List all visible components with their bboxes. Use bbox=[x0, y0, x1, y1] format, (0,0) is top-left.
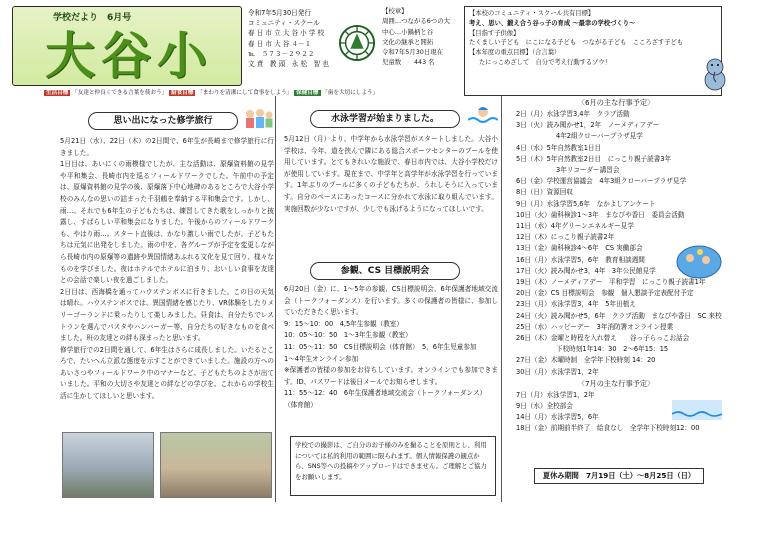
schedule-item: 14日（月）水泳学習5，6年 bbox=[516, 413, 599, 422]
paragraph: 2日目は、西海橋を通ってハウステンボスに行きました。この日の天気は晴れ。ハウステンボスでは、異国情緒を感じたり、VR体験をしたりメリーゴーランドに乗ったりして楽しみました。昼食は、自分たちでレストランを選んでパスタやハンバーガー等、自分たちの好きなものを食べました。班の友達との絆も深まったと思います。 bbox=[60, 287, 274, 343]
paragraph: 5月21日（水）、22日（木）の2日間で、6年生が長崎まで修学旅行に行きました。 bbox=[60, 137, 274, 157]
schedule-item: 9日（月）水泳学習5,6年 なかよしアンケート bbox=[516, 199, 656, 208]
article-title: 思い出になった修学旅行 bbox=[88, 112, 238, 130]
schedule-item: 3年リコーダー講習会 bbox=[556, 166, 620, 175]
schedule-item: 30日（月）水泳学習1，2年 bbox=[516, 367, 599, 376]
schedule-item: 7日（月）水泳学習1，2年 bbox=[516, 390, 595, 399]
schedule-item: 5日（木）5年自然教室2日目 にっこり親子読書3年 bbox=[516, 154, 672, 163]
schedule-item: 4日（水）5年自然教室1日目 bbox=[516, 143, 602, 152]
july-schedule-title: 〈7月の主な行事予定〉 bbox=[577, 378, 655, 388]
schedule-item: 24日（火）読み聞かせ5，6年 クラブ活動 まなびや香日 SC 来校 bbox=[516, 311, 722, 320]
trip-photo-students bbox=[160, 432, 272, 498]
health-goal-tag: 保健目標 bbox=[296, 90, 319, 96]
info-line: 春 日 市 立 大 谷 小 学 校 bbox=[248, 29, 325, 38]
schedule-item: 11日（水）4年グリーンエネルギー見学 bbox=[516, 222, 634, 231]
kouka-line: 令和7年5月30日現在 bbox=[382, 48, 443, 56]
mascot-illustration-icon bbox=[702, 56, 728, 92]
info-line: コミュニティ・スクール bbox=[248, 19, 320, 28]
goal-line: 【目指す子供像】 bbox=[469, 29, 520, 37]
schedule-item: 17日（火）読み聞かせ3，4年 3年公民館見学 bbox=[516, 266, 656, 275]
schedule-item: 26日（木）金曜と時程を入れ替え 谷っ子らっこお話会 bbox=[516, 334, 690, 343]
kouka-line: 文化の継承と開拓 bbox=[382, 37, 434, 46]
lunch-goal-text: 「まわりを清潔にして食事をしよう」 bbox=[197, 90, 293, 96]
photo-privacy-notice: 学校での撮影は、ご自分のお子様のみを撮ることを原則とし、利用については私的利用の範囲に限られます。個人情報保護の観点から、SNS等への投稿やアップロードはできません。ご理解とご協力をお願いします。 bbox=[290, 436, 496, 496]
masthead-title-box bbox=[12, 6, 242, 86]
schedule-item: 19日（木）ノーメディアデー 平和学習 にっこり親子読書1年 bbox=[516, 278, 706, 287]
school-emblem-icon bbox=[338, 24, 376, 62]
time-line: 1～4年生オンライン参加 bbox=[284, 354, 359, 363]
goal-line: たにっこめざして 自分で考え行動するゾウ！ bbox=[479, 58, 611, 66]
schedule-item: 3日（火）読み聞かせ1，2年 ノーメディアデー bbox=[516, 121, 660, 130]
kouka-line: 児童数 443 名 bbox=[382, 58, 435, 67]
info-line: 文 責 教 頭 永 松 智 也 bbox=[248, 60, 329, 69]
students-illustration-icon bbox=[242, 106, 274, 132]
goal-line: たくましい子ども にこになる子ども つながる子ども こころざす子ども bbox=[469, 39, 684, 47]
goal-line: 【本年度の重点目標】（合言葉） bbox=[469, 49, 561, 56]
time-line: 11：05～11：50 CS目標説明会（体育館） 5，6年生児童参加 bbox=[284, 342, 477, 351]
pool-children-illustration-icon bbox=[676, 240, 722, 280]
kouka-line: 中心…小鍋柄と谷 bbox=[382, 27, 434, 36]
schedule-item: 23日（月）水泳学習3，4年 5年田植え bbox=[516, 300, 636, 309]
time-line: 9：15～10：00 4,5年生参観（教室） bbox=[284, 319, 403, 328]
goal-line: 【本校のコミュニティ・スクール共有目標】 bbox=[469, 10, 595, 17]
paragraph: 1日目は、あいにくの雨模様でしたが、主な活動は、原爆資料館の見学や平和集会、長崎市内を巡るフィールドワークでした。午前中の予定は、原爆資料館の見学の後、原爆落下中心地碑のあるところで大谷小学校のみんなの思いの詰まった千羽鶴を奉納する平和集会です。しかし、雨…。それでも6年生の子どもたちは、練習してきた歌をしっかりと披露し、すばらしい平和集会になりました。午後からのフィールドワークも、やはり雨…。スタート直後は、かなり激しい雨でしたが、子どもたちは元気に出発をしました。雨の中を、各グループが予定を変更しながら長崎市内の原爆等の遺跡や異国情緒あふれる文化を見て回り、様々なものを学びました。夜はホテルでホテルに泊まり、おいしい食事を友達との会話で楽しい夜を過ごしました。 bbox=[60, 160, 274, 285]
time-line: （体育館） bbox=[284, 400, 317, 409]
issue-label: 学校だより 6月号 bbox=[53, 13, 132, 23]
life-goal-tag: 生活目標 bbox=[46, 90, 69, 96]
schedule-item: 13日（金）歯科検診4～6年 CS 実働部会 bbox=[516, 244, 643, 253]
schedule-item: 25日（水）ハッピーデー 3年消防署オンライン授業 bbox=[516, 322, 674, 331]
time-line: 10：05～10：50 1～3年生参観（教室） bbox=[284, 331, 412, 340]
schedule-item: 6日（金）学校運営協議会 4年3組クローバープラザ見学 bbox=[516, 177, 687, 186]
june-schedule-title: 〈6月の主な行事予定〉 bbox=[577, 98, 655, 107]
paragraph: 修学旅行での2日間を通して、6年生はさらに成長しました。いたるところで、たいへん立派な態度を示すことができていました。施設の方へのあいさつやフィールドワーク中のマナーなど、子どもたちのよさが出ていました。平和の大切さや友達との絆などの学びを、これからの学校生活に生かしてほしいと思います。 bbox=[60, 345, 274, 401]
time-line: ※保護者の皆様の参加をお待ちしています。オンラインでも参加できます。ID、パスワードは後日メールでお知らせします。 bbox=[284, 366, 498, 386]
schedule-item: 2日（月）水泳学習3,4年 クラブ活動 bbox=[516, 110, 630, 118]
schedule-item: 16日（月）水泳学習5，6年 教育相談週間 bbox=[516, 255, 645, 264]
info-line: ℡ ５７３－２９２２ bbox=[248, 49, 315, 58]
goal-line: 考え、思い、鍛え合う谷っ子の育成 ～最幸の学校づくり～ bbox=[469, 19, 636, 27]
schedule-item: 4年2組クローバープラザ見学 bbox=[556, 132, 643, 141]
swimmer-illustration-icon bbox=[468, 102, 498, 126]
school-name-title: 大谷小 bbox=[45, 27, 213, 85]
sea-illustration-icon bbox=[672, 400, 722, 420]
school-goals-box bbox=[464, 6, 722, 96]
schedule-item: 10日（火）歯科検診1～3年 まなびや香日 委員会活動 bbox=[516, 210, 685, 219]
schedule-column bbox=[506, 96, 726, 502]
schedule-item: 8日（日）資源回収 bbox=[516, 188, 573, 197]
info-line: 令和7年5月30日発行 bbox=[248, 9, 311, 17]
schedule-item: 9日（水）全校部会 bbox=[516, 402, 573, 411]
kouka-line: 【校章】 bbox=[382, 7, 408, 15]
trip-photo-rain bbox=[62, 432, 154, 498]
schedule-item: 27日（金）木曜時制 全学年下校時刻 14：20 bbox=[516, 356, 656, 365]
masthead-info bbox=[248, 8, 348, 69]
school-emblem-description bbox=[382, 6, 460, 68]
life-goal-text: 「友達と仲良くできる言葉を使おう」 bbox=[72, 90, 168, 96]
paragraph: 6月20日（金）に、1～5年の参観、CS目標説明会、6年保護者地域交流会（トークフォーダンス）を行います。多くの保護者の皆様に、参加していただきたく思います。 bbox=[284, 285, 498, 317]
kouka-line: 周囲…つながる6つの大 bbox=[382, 17, 450, 26]
summer-vacation-box: 夏休み期間 7月19日（土）～8月25日（日） bbox=[534, 468, 704, 484]
time-line: 11：55～12：40 6年生保護者地域交流会（トークフォーダンス） bbox=[284, 389, 487, 398]
schedule-item: 下校時刻1年14：30 2～6年15：15 bbox=[556, 345, 669, 354]
lunch-goal-tag: 給食目標 bbox=[171, 90, 194, 96]
cs-article-title: 参観、CS 目標説明会 bbox=[310, 262, 460, 280]
schedule-item: 12日（木）にっこり親子読書2年 bbox=[516, 233, 615, 242]
swim-article-title: 水泳学習が始まりました。 bbox=[310, 110, 460, 128]
info-line: 春 日 市 大 谷 ４－１ bbox=[248, 39, 312, 48]
schedule-item: 20日（金）CS 目標説明会 参観 個人懇談予定表配付予定 bbox=[516, 289, 694, 298]
paragraph: 5月12日（月）より、中学年から水泳学習がスタートしました。大谷小学校は、今年、道を挟んで隣にある総合スポーツセンターのプールを使用しています。とてもきれいな施設で、春日市内では、大谷小学校だけが使用しています。現在まで、中学年と高学年が水泳学習を行っています。1年ぶりのプールに多くの子どもたちが、うれしそうに入っています。自分のペースにあったコースに分かれて水泳に取り組んでいます。実施回数が少ないですが、少しでも泳げるようになってほしいです。 bbox=[284, 135, 498, 213]
schedule-item: 18日（金）前期前半終了 給食なし 全学年下校時刻12：00 bbox=[516, 424, 700, 433]
health-goal-text: 「歯を大切にしよう」 bbox=[322, 90, 379, 96]
